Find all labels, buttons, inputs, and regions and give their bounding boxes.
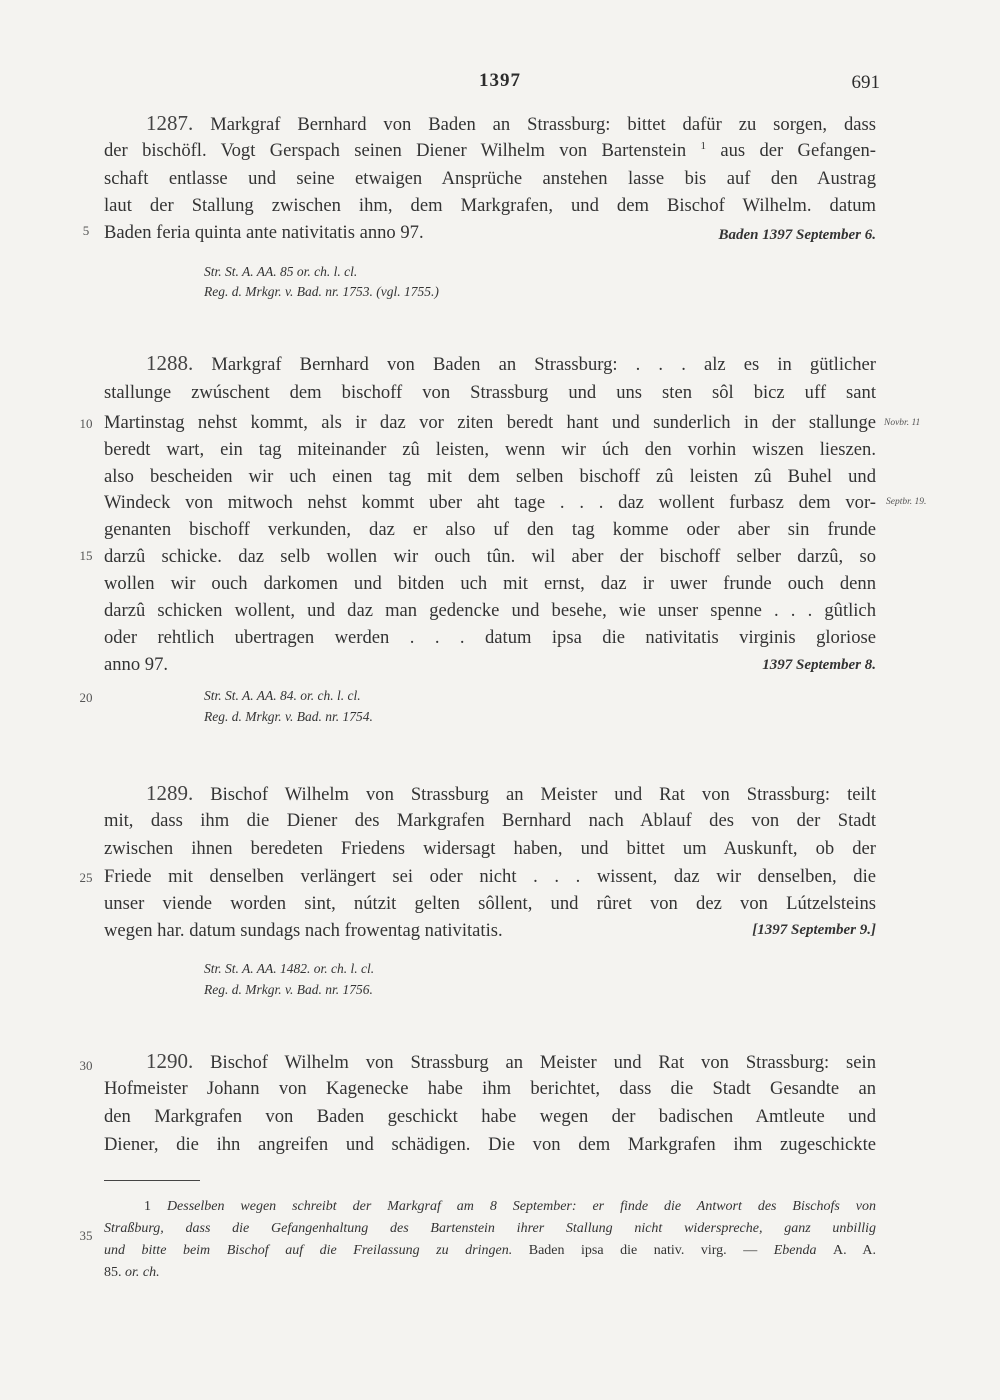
entry-1289-line: unser viende worden sint, nútzit gelten sôllent, und rûret von dez von Lútzelsteins — [104, 893, 876, 914]
footnote-line: und bitte beim Bischof auf die Freilassung zu dringen. Baden ipsa die nativ. virg. — Ebenda A. A. — [104, 1243, 877, 1258]
entry-1290-line: Diener, die ihn angreifen und schädigen. Die von dem Markgrafen ihm zugeschickte — [104, 1134, 876, 1155]
line-number: 5 — [82, 223, 90, 238]
line-number: 10 — [79, 416, 93, 431]
footnote-line: Straßburg, dass die Gefangenhaltung des Bartenstein ihrer Stallung nicht widerspreche, ganz unbillig — [104, 1221, 876, 1236]
entry-1290-line: Hofmeister Johann von Kagenecke habe ihm berichtet, dass die Stadt Gesandte an — [104, 1078, 876, 1099]
entry-1287-line: Baden feria quinta ante nativitatis anno 97. — [104, 222, 424, 243]
source-citation: Str. St. A. AA. 1482. or. ch. l. cl. — [204, 961, 375, 976]
margin-note: Septbr. 19. — [886, 497, 927, 507]
source-citation: Reg. d. Mrkgr. v. Bad. nr. 1756. — [204, 982, 373, 997]
entry-number: 1288. — [146, 351, 194, 375]
entry-number: 1290. — [146, 1049, 194, 1073]
entry-1287-line: laut der Stallung zwischen ihm, dem Markgrafen, und dem Bischof Wilhelm. datum — [104, 195, 876, 216]
running-head-year: 1397 — [479, 70, 521, 91]
footnote-marker: 1 — [144, 1199, 151, 1214]
source-citation: Reg. d. Mrkgr. v. Bad. nr. 1753. (vgl. 1755.) — [204, 284, 439, 299]
entry-1290-line: den Markgrafen von Baden geschickt habe wegen der badischen Amtleute und — [104, 1106, 876, 1127]
entry-1288-line: wollen wir ouch darkomen und bitden uch mit ernst, daz ir uwer frunde ouch denn — [104, 573, 876, 594]
entry-1288-line: anno 97. — [104, 654, 169, 675]
entry-1288-line: stallunge zwúschent dem bischoff von Strassburg und uns sten sôl bicz uff sant — [104, 382, 876, 403]
line-number: 25 — [79, 870, 93, 885]
footnote-line: 1 Desselben wegen schreibt der Markgraf am 8 September: er finde die Antwort des Bischofs von — [144, 1199, 877, 1214]
line-number: 20 — [79, 690, 93, 705]
entry-1288-line: beredt wart, ein tag miteinander zû leisten, wenn wir úch den vorhin wiszen lieszen. — [104, 439, 876, 460]
entry-1288-line: Martinstag nehst kommt, als ir daz vor ziten beredt hant und sunderlich in der stallunge — [104, 412, 876, 433]
entry-1288-line: genanten bischoff verkunden, daz er also uf den tag komme oder aber sin frunde — [104, 519, 876, 540]
source-citation: Reg. d. Mrkgr. v. Bad. nr. 1754. — [204, 709, 373, 724]
line-number: 35 — [79, 1228, 93, 1243]
footnote-rule — [104, 1180, 200, 1181]
entry-number: 1289. — [146, 781, 194, 805]
entry-1287-line: 1287. Markgraf Bernhard von Baden an Strassburg: bittet dafür zu sorgen, dass — [146, 111, 876, 135]
entry-1289-line: mit, dass ihm die Diener des Markgrafen Bernhard nach Ablauf des von der Stadt — [104, 810, 876, 831]
entry-1289-line: 1289. Bischof Wilhelm von Strassburg an Meister und Rat von Strassburg: teilt — [146, 781, 876, 805]
entry-1288-line: darzû schicken wollent, und daz man gedencke und besehe, wie unser spenne . . . gûtlich — [104, 600, 876, 621]
source-citation: Str. St. A. AA. 85 or. ch. l. cl. — [204, 264, 358, 279]
entry-1289-line: zwischen ihnen beredeten Friedens widersagt haben, und bittet um Auskunft, ob der — [104, 838, 876, 859]
entry-1287-line: der bischöfl. Vogt Gerspach seinen Diener Wilhelm von Bartenstein $^1$ aus der Gefangen- — [104, 139, 876, 161]
entry-1289-line: wegen har. datum sundags nach frowentag nativitatis. — [104, 920, 503, 941]
entry-date: Baden 1397 September 6. — [718, 227, 876, 243]
line-number: 30 — [79, 1058, 93, 1073]
entry-1288-line: oder rehtlich ubertragen werden . . . datum ipsa die nativitatis virginis gloriose — [104, 627, 876, 648]
footnote-line: 85. or. ch. — [104, 1265, 160, 1280]
entry-number: 1287. — [146, 111, 194, 135]
page-number: 691 — [851, 72, 880, 93]
entry-1290-line: 1290. Bischof Wilhelm von Strassburg an Meister und Rat von Strassburg: sein — [146, 1049, 876, 1073]
entry-1288-line: Windeck von mitwoch nehst kommt uber aht tage . . . daz wollent furbasz dem vor- — [104, 492, 876, 513]
entry-1287-line: schaft entlasse und seine etwaigen Ansprüche anstehen lasse bis auf den Austrag — [104, 168, 876, 189]
entry-1288-line: also bescheiden wir uch einen tag mit dem selben bischoff zû leisten zû Buhel und — [104, 466, 876, 487]
entry-date: 1397 September 8. — [762, 657, 876, 673]
margin-note: Novbr. 11 — [884, 418, 921, 428]
entry-1288-line: 1288. Markgraf Bernhard von Baden an Strassburg: . . . alz es in gütlicher — [146, 351, 876, 375]
source-citation: Str. St. A. AA. 84. or. ch. l. cl. — [204, 688, 361, 703]
entry-1288-line: darzû schicke. daz selb wollen wir ouch tûn. wil aber der bischoff selber darzû, so — [104, 546, 876, 567]
entry-1289-line: Friede mit denselben verlängert sei oder nicht . . . wissent, daz wir denselben, die — [104, 866, 876, 887]
entry-date: [1397 September 9.] — [752, 922, 876, 938]
line-number: 15 — [79, 548, 93, 563]
footnote-ref: 1 — [700, 139, 707, 152]
